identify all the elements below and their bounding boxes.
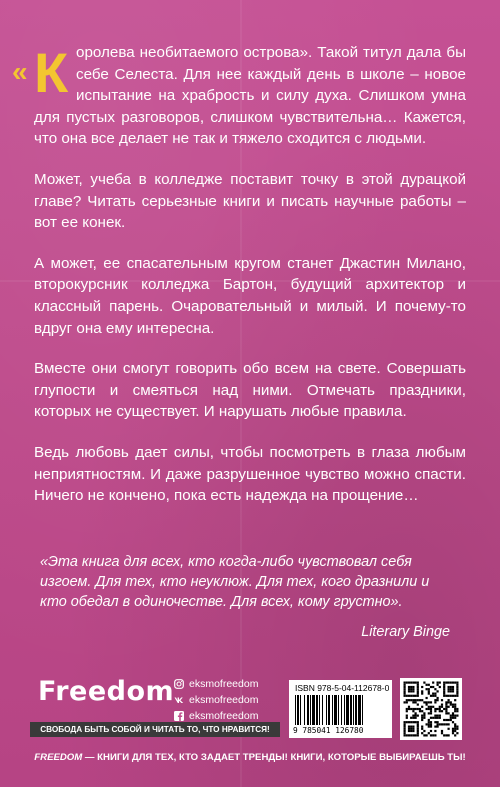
publisher-tagline [0, 752, 500, 763]
review-author: Literary Binge [361, 624, 450, 640]
isbn-label: ISBN 978-5-04-112678-0 [295, 683, 390, 693]
qr-code[interactable] [400, 678, 462, 740]
book-description [12, 41, 466, 526]
social-handle: eksmofreedom [189, 710, 259, 722]
social-handle: eksmofreedom [189, 678, 259, 690]
social-link-vk[interactable] [174, 692, 258, 708]
tagline-brand: FREEDOM [34, 752, 83, 763]
description-paragraph: Вместе они смогут говорить обо всем на свете. Совершать глупости и смеяться над ними. Отмечать праздники, которых не существует. И нарушать любые правила. [34, 360, 466, 421]
review-quote: «Эта книга для всех, кто когда-либо чувствовал себя изгоем. Для тех, кто неуклюж. Для тех, кого дразнили и кто обедал в одиночестве. Для всех, кому грустно». [40, 554, 430, 610]
description-paragraph [12, 41, 466, 150]
tagline-text: — КНИГИ ДЛЯ ТЕХ, КТО ЗАДАЕТ ТРЕНДЫ! КНИГИ, КОТОРЫЕ ВЫБИРАЕШЬ ТЫ! [82, 752, 466, 763]
description-paragraph: А может, ее спасательным кругом станет Джастин Милано, второкурсник колледжа Бартон, будущий архитектор и классный парень. Очаровательный и милый. И почему-то вдруг она ему интересна. [34, 254, 466, 337]
barcode-digits: 9 785041 126780 [293, 726, 364, 735]
social-link-instagram[interactable] [174, 676, 258, 692]
description-paragraph: Ведь любовь дает силы, чтобы посмотреть в глаза любым неприятностям. И даже разрушенное чувство можно спасти. Ничего не кончено, пока есть надежда на прощение… [34, 443, 466, 505]
drop-cap [12, 41, 74, 106]
opening-quote-mark: « [12, 56, 28, 87]
drop-cap-letter: К [34, 41, 69, 104]
publisher-logo: Freedom [38, 676, 175, 707]
instagram-icon [174, 679, 184, 689]
description-paragraph: Может, учеба в колледже поставит точку в этой дурацкой главе? Читать серьезные книги и писать научные работы – вот ее конек. [34, 170, 466, 232]
social-handle: eksmofreedom [189, 694, 259, 706]
social-links [174, 676, 258, 724]
vk-icon [174, 695, 184, 705]
isbn-barcode-block [289, 680, 392, 738]
slogan-banner: СВОБОДА БЫТЬ СОБОЙ И ЧИТАТЬ ТО, ЧТО НРАВИТСЯ! [30, 722, 280, 737]
barcode-bars [295, 695, 386, 725]
paragraph-text: оролева необитаемого острова». Такой титул дала бы себе Селеста. Для нее каждый день в школе – новое испытание на храбрость и силу духа. Слишком умна для пустых разговоров, слишком чувствительна… Кажется, что она все делает не так и тяжело сходится с людьми. [34, 44, 466, 148]
facebook-icon [174, 711, 184, 721]
